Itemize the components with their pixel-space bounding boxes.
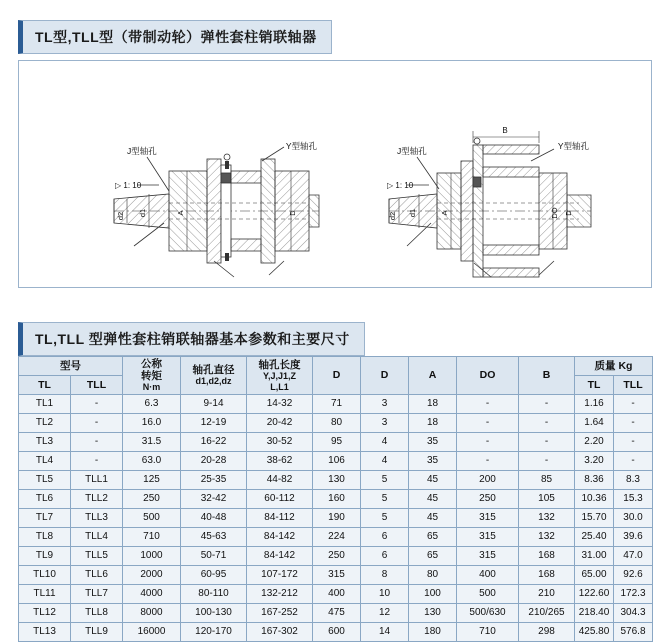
cell-tl: TL11 <box>19 585 71 604</box>
cell-d: 475 <box>313 604 361 623</box>
cell-bore-dia: 80-110 <box>181 585 247 604</box>
cell-do: - <box>457 395 519 414</box>
cell-torque: 8000 <box>123 604 181 623</box>
table-row <box>19 471 653 490</box>
cell-d2: 4 <box>361 452 409 471</box>
cell-mass-tll: 30.0 <box>614 509 653 528</box>
cell-tl: TL10 <box>19 566 71 585</box>
dim-D-right: D <box>564 210 573 216</box>
cell-torque: 16.0 <box>123 414 181 433</box>
cell-d: 250 <box>313 547 361 566</box>
cell-d2: 6 <box>361 547 409 566</box>
cell-do: 500/630 <box>457 604 519 623</box>
cell-bore-len: 167-252 <box>247 604 313 623</box>
cell-d2: 3 <box>361 414 409 433</box>
cell-d2: 12 <box>361 604 409 623</box>
cell-b: 85 <box>519 471 575 490</box>
cell-mass-tll: - <box>614 452 653 471</box>
cell-bore-len: 44-82 <box>247 471 313 490</box>
cell-a: 35 <box>409 452 457 471</box>
cell-do: 500 <box>457 585 519 604</box>
header-bore-dia <box>181 357 247 395</box>
header-torque-l2: 转矩 <box>141 370 162 383</box>
cell-mass-tl: 218.40 <box>575 604 614 623</box>
cell-bore-len: 107-172 <box>247 566 313 585</box>
cell-do: 315 <box>457 528 519 547</box>
header-torque-unit: N·m <box>142 382 161 393</box>
cell-d: 315 <box>313 566 361 585</box>
label-y-bore-left: Y型轴孔 <box>285 141 317 151</box>
coupling-diagram <box>19 61 652 288</box>
cell-tl: TL1 <box>19 395 71 414</box>
cell-tl: TL8 <box>19 528 71 547</box>
header-model-tll: TLL <box>71 376 123 395</box>
cell-d: 71 <box>313 395 361 414</box>
cell-a: 18 <box>409 414 457 433</box>
cell-bore-len: 14-32 <box>247 395 313 414</box>
cell-d2: 5 <box>361 490 409 509</box>
cell-mass-tll: 172.3 <box>614 585 653 604</box>
cell-a: 80 <box>409 566 457 585</box>
cell-mass-tll: 39.6 <box>614 528 653 547</box>
cell-bore-len: 30-52 <box>247 433 313 452</box>
cell-tl: TL6 <box>19 490 71 509</box>
cell-mass-tll: - <box>614 395 653 414</box>
spec-table <box>18 356 653 642</box>
cell-torque: 63.0 <box>123 452 181 471</box>
cell-a: 180 <box>409 623 457 642</box>
label-taper-right: ▷ 1: 10 <box>387 181 414 190</box>
cell-do: 400 <box>457 566 519 585</box>
cell-b: 210/265 <box>519 604 575 623</box>
cell-tll: TLL4 <box>71 528 123 547</box>
table-row <box>19 528 653 547</box>
cell-b: - <box>519 452 575 471</box>
header-model-tl: TL <box>19 376 71 395</box>
cell-tl: TL5 <box>19 471 71 490</box>
cell-d2: 6 <box>361 528 409 547</box>
cell-d2: 5 <box>361 471 409 490</box>
cell-tl: TL9 <box>19 547 71 566</box>
cell-do: 710 <box>457 623 519 642</box>
cell-do: 315 <box>457 547 519 566</box>
cell-bore-dia: 60-95 <box>181 566 247 585</box>
cell-mass-tll: 576.8 <box>614 623 653 642</box>
header-mass-tll: TLL <box>614 376 653 395</box>
dim-d1-right: d1 <box>408 208 417 218</box>
table-header <box>19 357 653 395</box>
table-body <box>19 395 653 642</box>
cell-bore-len: 60-112 <box>247 490 313 509</box>
cell-torque: 16000 <box>123 623 181 642</box>
dim-D-left: D <box>288 210 297 216</box>
table-row <box>19 395 653 414</box>
dim-B-right: B <box>502 126 508 135</box>
cell-tll: TLL8 <box>71 604 123 623</box>
cell-do: - <box>457 433 519 452</box>
cell-d: 95 <box>313 433 361 452</box>
cell-a: 45 <box>409 471 457 490</box>
cell-tl: TL4 <box>19 452 71 471</box>
cell-torque: 1000 <box>123 547 181 566</box>
cell-d: 600 <box>313 623 361 642</box>
cell-b: 298 <box>519 623 575 642</box>
table-row <box>19 452 653 471</box>
cell-bore-len: 84-142 <box>247 547 313 566</box>
cell-bore-dia: 120-170 <box>181 623 247 642</box>
cell-tl: TL13 <box>19 623 71 642</box>
label-y-bore-right: Y型轴孔 <box>557 141 589 151</box>
table-row <box>19 585 653 604</box>
cell-a: 35 <box>409 433 457 452</box>
cell-torque: 4000 <box>123 585 181 604</box>
cell-tll: - <box>71 395 123 414</box>
cell-mass-tl: 31.00 <box>575 547 614 566</box>
cell-do: - <box>457 452 519 471</box>
cell-d: 130 <box>313 471 361 490</box>
header-D: D <box>313 357 361 395</box>
header-mass: 质量 Kg <box>575 357 653 376</box>
figure-panel <box>18 60 652 288</box>
label-taper-left: ▷ 1: 10 <box>115 181 142 190</box>
table-row <box>19 414 653 433</box>
cell-mass-tll: 47.0 <box>614 547 653 566</box>
cell-tll: TLL2 <box>71 490 123 509</box>
cell-mass-tll: 92.6 <box>614 566 653 585</box>
cell-a: 65 <box>409 547 457 566</box>
cell-d2: 8 <box>361 566 409 585</box>
header-B: B <box>519 357 575 395</box>
cell-torque: 250 <box>123 490 181 509</box>
cell-mass-tl: 8.36 <box>575 471 614 490</box>
cell-tl: TL3 <box>19 433 71 452</box>
cell-b: 168 <box>519 566 575 585</box>
cell-mass-tl: 25.40 <box>575 528 614 547</box>
header-mass-tl: TL <box>575 376 614 395</box>
cell-bore-len: 132-212 <box>247 585 313 604</box>
cell-a: 100 <box>409 585 457 604</box>
cell-mass-tl: 1.16 <box>575 395 614 414</box>
cell-mass-tll: 8.3 <box>614 471 653 490</box>
cell-tll: TLL6 <box>71 566 123 585</box>
cell-d: 106 <box>313 452 361 471</box>
cell-d2: 14 <box>361 623 409 642</box>
cell-d: 160 <box>313 490 361 509</box>
cell-bore-dia: 40-48 <box>181 509 247 528</box>
header-bore-dia-vals: d1,d2,dz <box>195 376 232 387</box>
cell-bore-len: 167-302 <box>247 623 313 642</box>
cell-a: 45 <box>409 490 457 509</box>
header-bore-len-vals: L,L1 <box>270 381 289 392</box>
cell-mass-tl: 425.80 <box>575 623 614 642</box>
cell-b: 132 <box>519 528 575 547</box>
cell-mass-tl: 65.00 <box>575 566 614 585</box>
cell-tll: - <box>71 433 123 452</box>
dim-d1-left: d1 <box>138 208 147 218</box>
table-row <box>19 623 653 642</box>
cell-d2: 3 <box>361 395 409 414</box>
header-torque-l1: 公称 <box>141 358 162 371</box>
cell-b: 105 <box>519 490 575 509</box>
cell-mass-tl: 122.60 <box>575 585 614 604</box>
cell-tll: - <box>71 452 123 471</box>
cell-torque: 2000 <box>123 566 181 585</box>
header-DO: DO <box>457 357 519 395</box>
cell-mass-tll: - <box>614 414 653 433</box>
dim-A-left: A <box>176 210 185 216</box>
cell-torque: 6.3 <box>123 395 181 414</box>
cell-tl: TL7 <box>19 509 71 528</box>
cell-bore-len: 84-142 <box>247 528 313 547</box>
cell-bore-dia: 100-130 <box>181 604 247 623</box>
cell-tll: TLL1 <box>71 471 123 490</box>
cell-a: 18 <box>409 395 457 414</box>
header-torque <box>123 357 181 395</box>
cell-torque: 710 <box>123 528 181 547</box>
dim-DO-right: DO <box>550 207 559 219</box>
cell-bore-dia: 25-35 <box>181 471 247 490</box>
cell-do: - <box>457 414 519 433</box>
cell-mass-tll: - <box>614 433 653 452</box>
cell-b: - <box>519 433 575 452</box>
cell-b: 168 <box>519 547 575 566</box>
cell-tll: TLL9 <box>71 623 123 642</box>
cell-mass-tl: 15.70 <box>575 509 614 528</box>
cell-tl: TL12 <box>19 604 71 623</box>
dim-d2-left: d2 <box>116 211 125 221</box>
cell-mass-tl: 3.20 <box>575 452 614 471</box>
cell-b: - <box>519 414 575 433</box>
cell-mass-tll: 304.3 <box>614 604 653 623</box>
header-row-1 <box>19 357 653 376</box>
header-bore-len-l1: 轴孔长度 <box>258 359 301 372</box>
cell-d: 80 <box>313 414 361 433</box>
table-title: TL,TLL 型弹性套柱销联轴器基本参数和主要尺寸 <box>18 322 365 356</box>
cell-bore-len: 20-42 <box>247 414 313 433</box>
cell-bore-dia: 45-63 <box>181 528 247 547</box>
figure-title: TL型,TLL型（带制动轮）弹性套柱销联轴器 <box>18 20 332 54</box>
table-row <box>19 490 653 509</box>
cell-tll: TLL7 <box>71 585 123 604</box>
header-model: 型号 <box>19 357 123 376</box>
cell-a: 130 <box>409 604 457 623</box>
cell-d: 400 <box>313 585 361 604</box>
cell-do: 315 <box>457 509 519 528</box>
cell-a: 45 <box>409 509 457 528</box>
cell-bore-len: 84-112 <box>247 509 313 528</box>
cell-tll: TLL5 <box>71 547 123 566</box>
cell-do: 250 <box>457 490 519 509</box>
label-j-bore-left: J型轴孔 <box>127 146 157 156</box>
cell-mass-tl: 2.20 <box>575 433 614 452</box>
cell-d2: 10 <box>361 585 409 604</box>
dim-A-right: A <box>440 210 449 216</box>
table-row <box>19 604 653 623</box>
dim-d2-right: d2 <box>388 211 397 221</box>
table-row <box>19 566 653 585</box>
header-D2: D <box>361 357 409 395</box>
cell-d2: 5 <box>361 509 409 528</box>
cell-torque: 125 <box>123 471 181 490</box>
cell-bore-dia: 20-28 <box>181 452 247 471</box>
cell-d: 190 <box>313 509 361 528</box>
cell-d: 224 <box>313 528 361 547</box>
cell-tl: TL2 <box>19 414 71 433</box>
cell-do: 200 <box>457 471 519 490</box>
cell-mass-tll: 15.3 <box>614 490 653 509</box>
cell-d2: 4 <box>361 433 409 452</box>
cell-bore-dia: 16-22 <box>181 433 247 452</box>
cell-bore-dia: 50-71 <box>181 547 247 566</box>
label-j-bore-right: J型轴孔 <box>397 146 427 156</box>
header-bore-len-sub: Y,J,J1,Z <box>262 371 297 382</box>
cell-bore-dia: 32-42 <box>181 490 247 509</box>
cell-b: 210 <box>519 585 575 604</box>
cell-bore-dia: 9-14 <box>181 395 247 414</box>
header-bore-dia-l1: 轴孔直径 <box>192 364 235 377</box>
cell-mass-tl: 10.36 <box>575 490 614 509</box>
table-row <box>19 547 653 566</box>
cell-mass-tl: 1.64 <box>575 414 614 433</box>
cell-bore-len: 38-62 <box>247 452 313 471</box>
cell-b: - <box>519 395 575 414</box>
cell-bore-dia: 12-19 <box>181 414 247 433</box>
cell-a: 65 <box>409 528 457 547</box>
table-row <box>19 509 653 528</box>
spec-table-wrapper <box>18 356 652 642</box>
cell-tll: TLL3 <box>71 509 123 528</box>
cell-torque: 500 <box>123 509 181 528</box>
cell-torque: 31.5 <box>123 433 181 452</box>
header-A: A <box>409 357 457 395</box>
cell-b: 132 <box>519 509 575 528</box>
header-bore-len <box>247 357 313 395</box>
table-row <box>19 433 653 452</box>
cell-tll: - <box>71 414 123 433</box>
